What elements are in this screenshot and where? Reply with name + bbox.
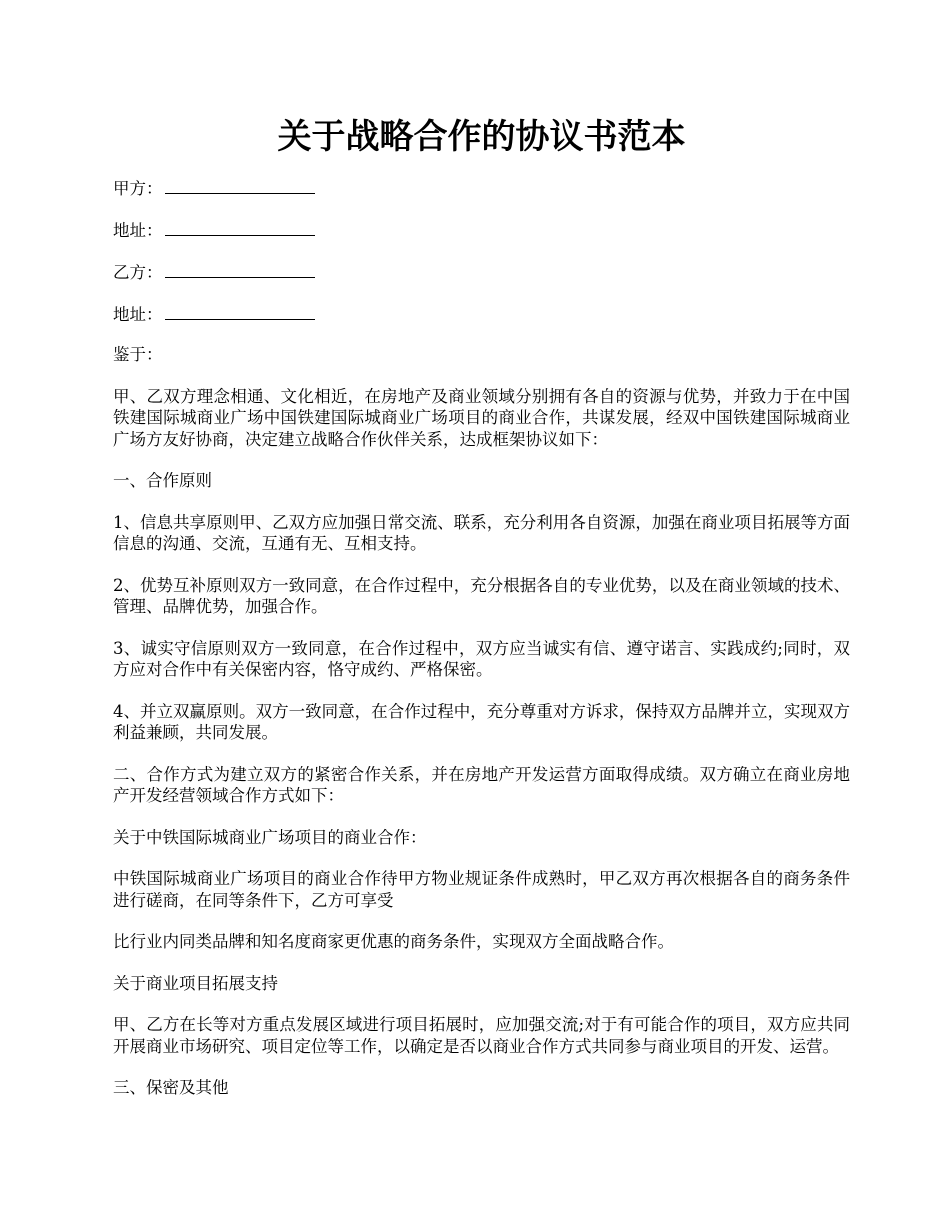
body-paragraph: 中铁国际城商业广场项目的商业合作待甲方物业规证条件成熟时，甲乙双方再次根据各自的商务条件进行磋商，在同等条件下，乙方可享受 xyxy=(113,869,850,910)
party-b-field xyxy=(113,260,850,282)
body-paragraph: 比行业内同类品牌和知名度商家更优惠的商务条件，实现双方全面战略合作。 xyxy=(113,932,674,951)
subheading-expansion-support: 关于商业项目拓展支持 xyxy=(113,973,278,993)
party-a-address-blank xyxy=(165,218,315,236)
party-a-address-label: 地址： xyxy=(113,221,163,240)
principle-paragraph: 2、优势互补原则双方一致同意，在合作过程中，充分根据各自的专业优势，以及在商业领域的技术、管理、品牌优势，加强合作。 xyxy=(113,575,850,616)
party-b-blank xyxy=(165,260,315,278)
section-heading-principles: 一、合作原则 xyxy=(113,471,212,490)
party-a-blank xyxy=(165,176,315,194)
subheading-commercial-cooperation: 关于中铁国际城商业广场项目的商业合作： xyxy=(113,827,427,847)
party-b-address-label: 地址： xyxy=(113,305,163,324)
preamble-paragraph: 甲、乙双方理念相通、文化相近，在房地产及商业领域分别拥有各自的资源与优势，并致力于在中国铁建国际城商业广场中国铁建国际城商业广场项目的商业合作，共谋发展，经双中国铁建国际城商业广场方友好协商，决定建立战略合作伙伴关系，达成框架协议如下： xyxy=(113,386,850,449)
principle-paragraph: 3、诚实守信原则双方一致同意，在合作过程中，双方应当诚实有信、遵守诺言、实践成约;同时，双方应对合作中有关保密内容，恪守成约、严格保密。 xyxy=(113,638,850,679)
document-title: 关于战略合作的协议书范本 xyxy=(277,117,686,157)
document-page xyxy=(113,0,850,1099)
section-cooperation-mode: 二、合作方式为建立双方的紧密合作关系，并在房地产开发运营方面取得成绩。双方确立在商业房地产开发经营领域合作方式如下： xyxy=(113,764,850,805)
party-b-address-field xyxy=(113,302,850,324)
principle-paragraph: 1、信息共享原则甲、乙双方应加强日常交流、联系，充分利用各自资源，加强在商业项目拓展等方面信息的沟通、交流，互通有无、互相支持。 xyxy=(113,512,850,553)
section-heading-confidentiality: 三、保密及其他 xyxy=(113,1078,229,1097)
body-paragraph: 甲、乙方在长等对方重点发展区域进行项目拓展时，应加强交流;对于有可能合作的项目，双方应共同开展商业市场研究、项目定位等工作，以确定是否以商业合作方式共同参与商业项目的开发、运营。 xyxy=(113,1015,850,1056)
party-b-label: 乙方： xyxy=(113,263,163,282)
party-a-label: 甲方： xyxy=(113,179,163,198)
party-a-address-field xyxy=(113,218,850,240)
whereas-heading: 鉴于： xyxy=(113,345,163,364)
party-a-field xyxy=(113,176,850,198)
principle-paragraph: 4、并立双赢原则。双方一致同意，在合作过程中，充分尊重对方诉求，保持双方品牌并立，实现双方利益兼顾，共同发展。 xyxy=(113,701,850,742)
party-b-address-blank xyxy=(165,302,315,320)
